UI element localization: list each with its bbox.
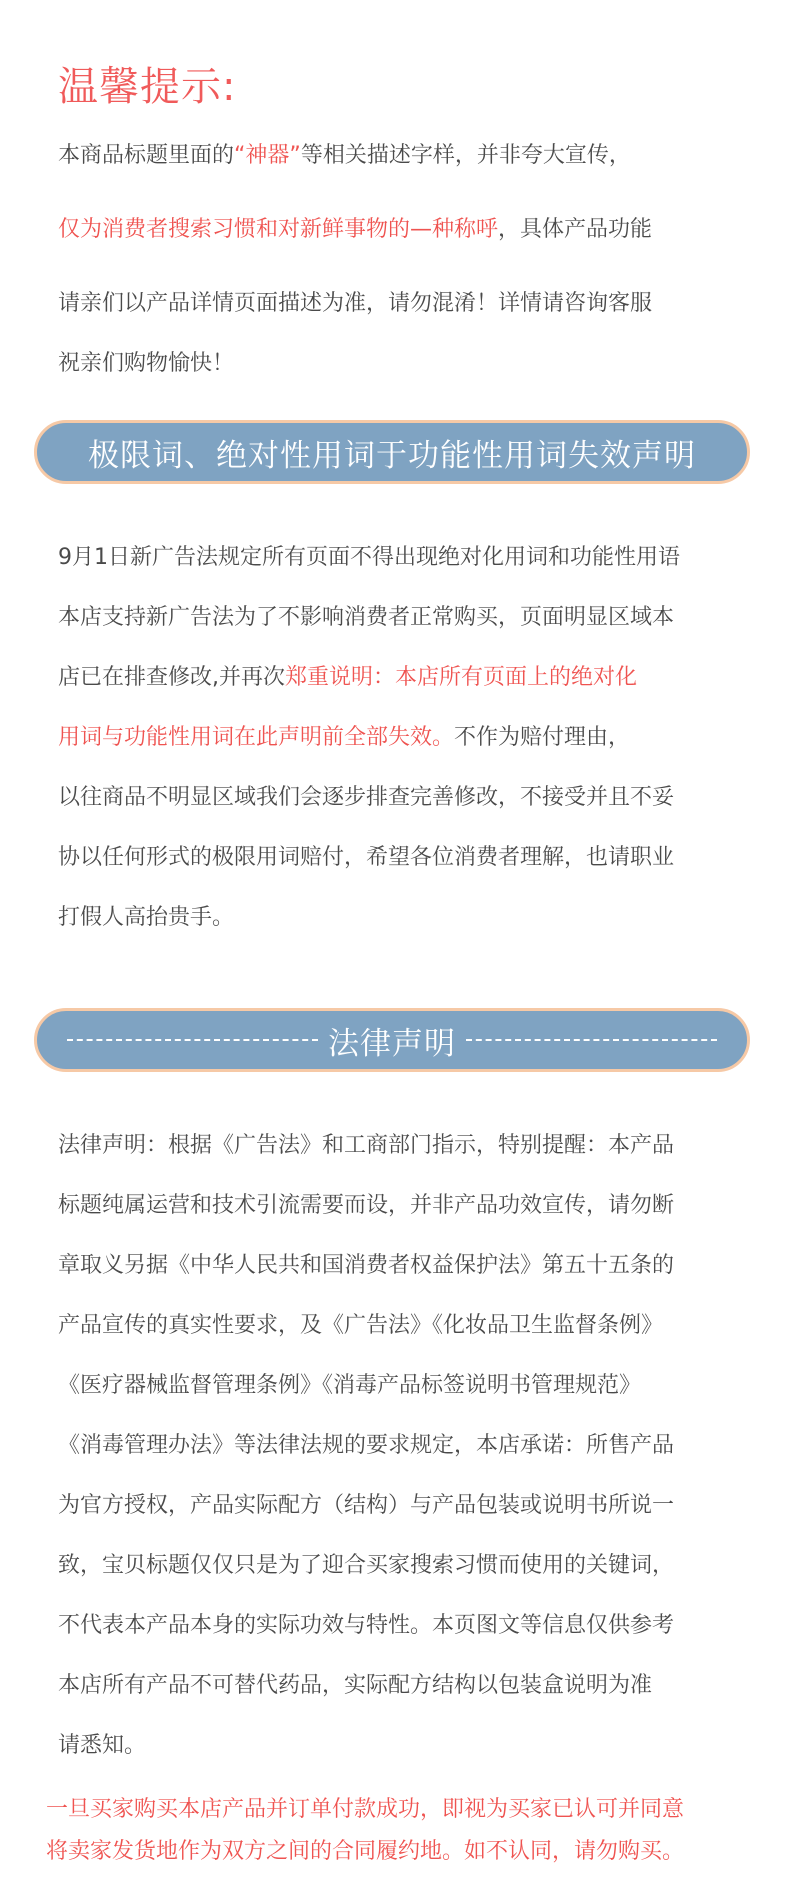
banner-ad-law-disclaimer (34, 420, 750, 484)
legal-line: 章取义另据《中华人民共和国消费者权益保护法》第五十五条的 (58, 1253, 675, 1278)
notice-line-1 (58, 138, 631, 169)
legal-line: 《医疗器械监督管理条例》《消毒产品标签说明书管理规范》 (58, 1373, 642, 1398)
section1-line-6: 协以任何形式的极限用词赔付，希望各位消费者理解，也请职业 (58, 845, 675, 870)
legal-line: 法律声明：根据《广告法》和工商部门指示，特别提醒：本产品 (58, 1133, 675, 1158)
banner-dash-left (67, 1039, 318, 1041)
section1-line-3 (58, 660, 637, 691)
banner-ad-law-disclaimer-title: 极限词、绝对性用词于功能性用词失效声明 (88, 437, 696, 474)
legal-line: 请悉知。 (58, 1733, 147, 1758)
notice-line-1-a: 本商品标题里面的 (58, 143, 235, 168)
section1-line-5: 以往商品不明显区域我们会逐步排查完善修改，不接受并且不妥 (58, 785, 675, 810)
legal-line: 产品宣传的真实性要求，及《广告法》《化妆品卫生监督条例》 (58, 1313, 664, 1338)
legal-line: 致，宝贝标题仅仅只是为了迎合买家搜索习惯而使用的关键词， (58, 1553, 675, 1578)
legal-line: 本店所有产品不可替代药品，实际配方结构以包装盒说明为准 (58, 1673, 653, 1698)
notice-line-1-c: 等相关描述字样，并非夸大宣传， (300, 143, 631, 168)
section1-line-1: 9月1日新广告法规定所有页面不得出现绝对化用词和功能性用语 (58, 545, 680, 570)
notice-line-2 (58, 212, 652, 243)
legal-line: 《消毒管理办法》等法律法规的要求规定，本店承诺：所售产品 (58, 1433, 675, 1458)
section1-line-7: 打假人高抬贵手。 (58, 905, 235, 930)
section1-line-4-b: 不作为赔付理由， (454, 725, 631, 750)
legal-line: 标题纯属运营和技术引流需要而设，并非产品功效宣传，请勿断 (58, 1193, 675, 1218)
notice-line-3: 请亲们以产品详情页面描述为准，请勿混淆！详情请咨询客服 (58, 291, 653, 316)
legal-line: 为官方授权，产品实际配方（结构）与产品包装或说明书所说一 (58, 1493, 675, 1518)
section1-line-4-highlight: 用词与功能性用词在此声明前全部失效。 (58, 725, 455, 750)
section1-line-3-highlight: 郑重说明：本店所有页面上的绝对化 (285, 665, 638, 690)
legal-line: 不代表本产品本身的实际功效与特性。本页图文等信息仅供参考 (58, 1613, 675, 1638)
purchase-agreement-line-1: 一旦买家购买本店产品并订单付款成功，即视为买家已认可并同意 (46, 1797, 685, 1822)
section1-line-3-a: 店已在排查修改,并再次 (58, 665, 285, 690)
notice-title: 温馨提示: (58, 64, 237, 110)
banner-legal-statement (34, 1008, 750, 1072)
notice-highlight-shenqi: “神器” (234, 143, 301, 168)
notice-line-4: 祝亲们购物愉快！ (58, 351, 235, 376)
purchase-agreement-line-2: 将卖家发货地作为双方之间的合同履约地。如不认同，请勿购买。 (46, 1839, 685, 1864)
section1-line-2: 本店支持新广告法为了不影响消费者正常购买，页面明显区域本 (58, 605, 675, 630)
banner-legal-statement-title: 法律声明 (328, 1025, 456, 1062)
notice-line-2-highlight: 仅为消费者搜索习惯和对新鲜事物的—种称呼 (58, 217, 499, 242)
section1-line-4 (58, 720, 630, 751)
notice-line-2-b: ，具体产品功能 (498, 217, 653, 242)
banner-dash-right (466, 1039, 717, 1041)
